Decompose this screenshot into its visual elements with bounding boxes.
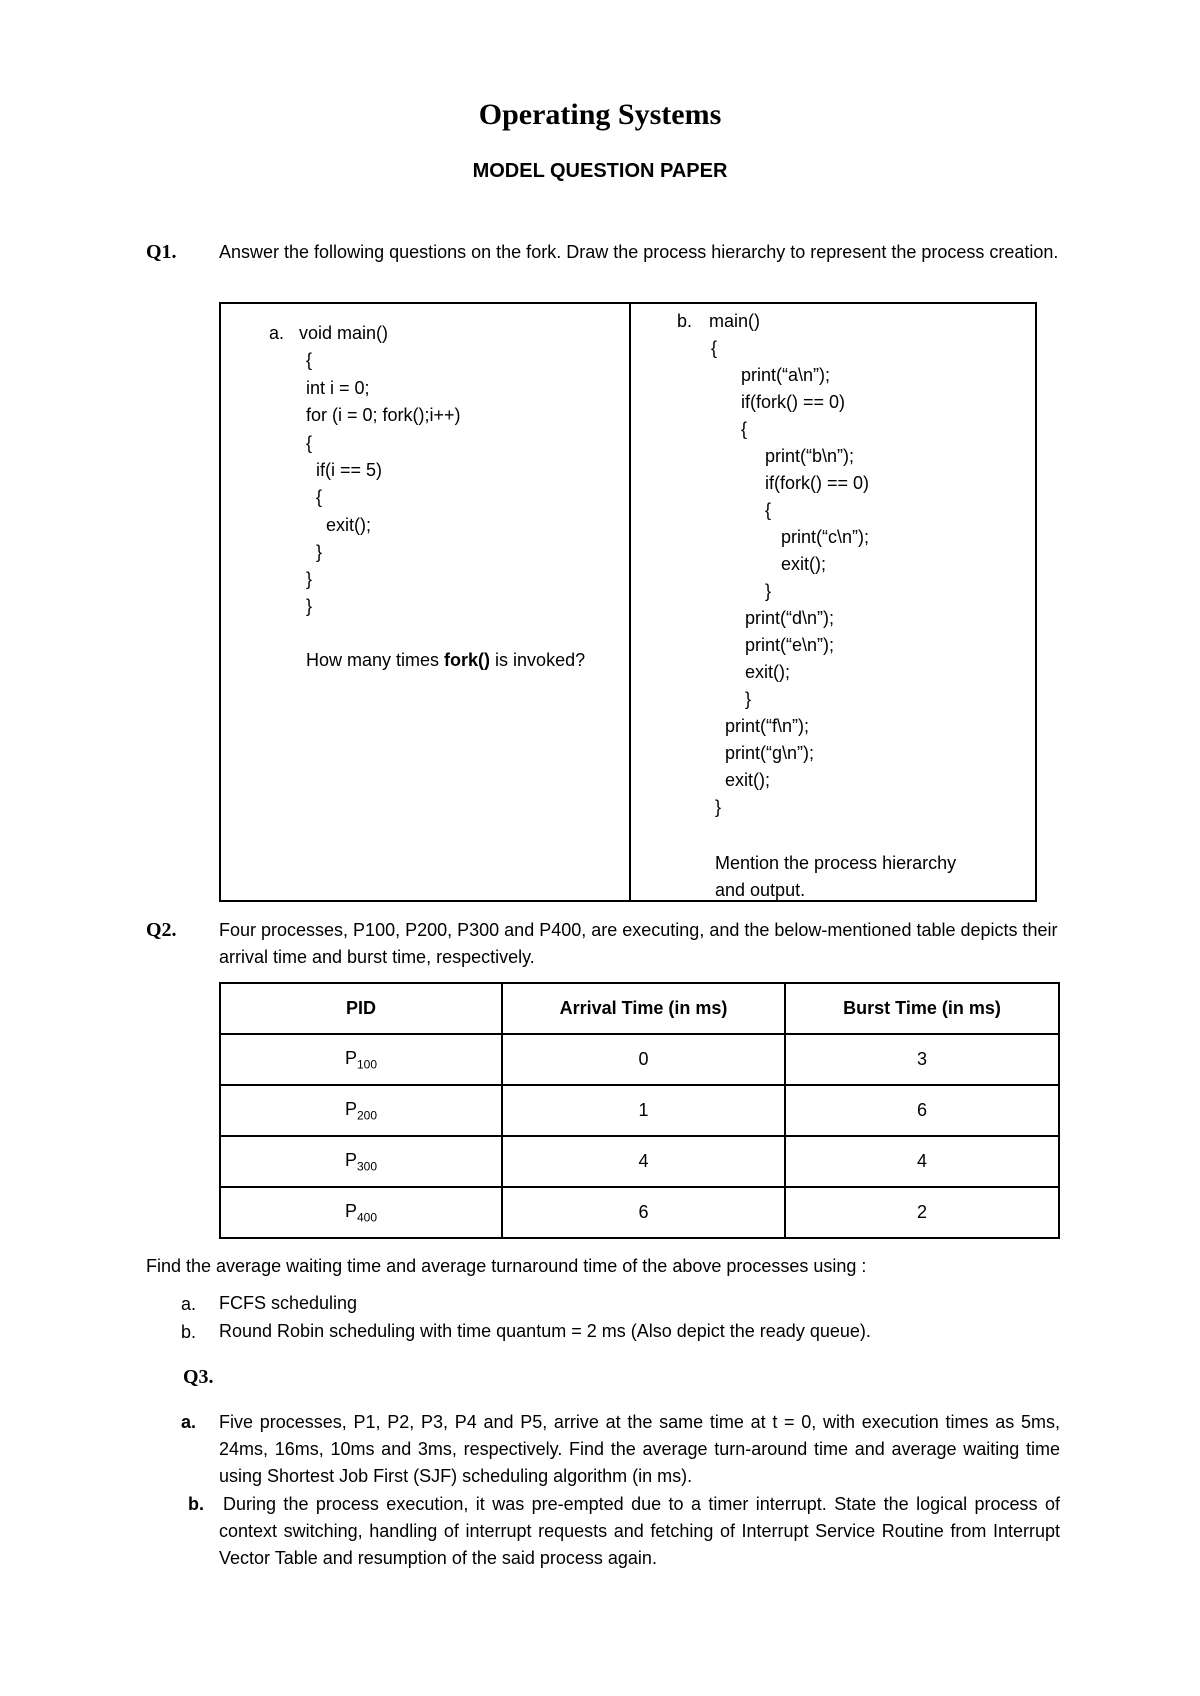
q1b-code-line: exit(); (745, 662, 790, 682)
q1b-code-line: exit(); (781, 554, 826, 574)
q1b-code-line: { (741, 419, 748, 439)
q2-item-text: Round Robin scheduling with time quantum = 2 ms (Also depict the ready queue). (219, 1321, 871, 1341)
q3-label: Q3. (183, 1366, 214, 1388)
q1a-code-line: int i = 0; (306, 378, 370, 398)
table-cell-burst: 2 (785, 1187, 1059, 1238)
q3-item-text: Five processes, P1, P2, P3, P4 and P5, arrive at the same time at t = 0, with execution times as 5ms, 24ms, 16ms, 10ms and 3ms, respectively. Find the average turn-around time and average waiting time using Shortest Job First (SJF) scheduling algorithm (in ms). (219, 1412, 1060, 1486)
table-row (220, 1136, 1059, 1187)
q1a-code-line: } (306, 542, 323, 562)
q2-label: Q2. (146, 919, 177, 941)
q1b-question-line: and output. (715, 880, 806, 900)
q1-label: Q1. (146, 241, 177, 263)
document-subtitle: MODEL QUESTION PAPER (472, 160, 728, 182)
q1b-code-line: if(fork() == 0) (765, 473, 870, 493)
table-cell-pid: $P_{200}$ (220, 1085, 502, 1136)
q1b-question-line: Mention the process hierarchy (715, 853, 957, 873)
q1b-code-line: print(“c\n”); (781, 527, 870, 547)
table-cell-pid: $P_{300}$ (220, 1136, 502, 1187)
q2-item-marker: a. (181, 1294, 197, 1314)
q1a-code-line: { (306, 487, 323, 507)
q3-item-marker: b. (188, 1494, 204, 1514)
q1b-code-line: print(“e\n”); (745, 635, 835, 655)
q2-text: Four processes, P100, P200, P300 and P400, are executing, and the below-mentioned table depicts their arrival time and burst time, respectively. (219, 920, 1058, 967)
document-title: Operating Systems (478, 98, 722, 131)
q1b-code-line: print(“a\n”); (741, 365, 831, 385)
q1-code-box (219, 302, 1037, 902)
q1b-code-line: print(“d\n”); (745, 608, 835, 628)
q1b-code-line: { (765, 500, 772, 520)
q1a-marker: a. (269, 323, 285, 343)
table-header-cell: Burst Time (in ms) (785, 983, 1059, 1034)
q1b-code-line: } (715, 797, 722, 817)
q1a-code-line: exit(); (306, 515, 372, 535)
q1b-code-line: print(“b\n”); (765, 446, 855, 466)
q2-instruction: Find the average waiting time and average turnaround time of the above processes using : (146, 1256, 867, 1276)
q1a-code-line: { (306, 350, 313, 370)
q1a-code-line: } (306, 569, 313, 589)
q1a-code-line: for (i = 0; fork();i++) (306, 405, 461, 425)
q1b-code-line: } (745, 689, 752, 709)
q1a-code-line: void main() (299, 323, 389, 343)
code-box-divider (629, 304, 631, 900)
q1a-code-line: } (306, 596, 313, 616)
table-header-row (220, 983, 1059, 1034)
q1b-code-line: print(“f\n”); (725, 716, 810, 736)
table-cell-arrival: 6 (502, 1187, 785, 1238)
q1b-marker: b. (677, 311, 693, 331)
q1b-code-line: main() (709, 311, 761, 331)
q2-item-marker: b. (181, 1322, 197, 1342)
q1b-code-line: exit(); (725, 770, 770, 790)
table-row (220, 1187, 1059, 1238)
q1b-code-line: print(“g\n”); (725, 743, 815, 763)
q3-item-text: During the process execution, it was pre-empted due to a timer interrupt. State the logical process of context switching, handling of interrupt requests and fetching of Interrupt Service Routine from Interrupt Vector Table and resumption of the said process again. (219, 1494, 1060, 1568)
table-cell-burst: 3 (785, 1034, 1059, 1085)
table-cell-burst: 6 (785, 1085, 1059, 1136)
q1b-code-line: { (711, 338, 718, 358)
table-cell-pid: $P_{100}$ (220, 1034, 502, 1085)
q1b-code-line: if(fork() == 0) (741, 392, 846, 412)
q1a-code-line: { (306, 433, 313, 453)
table-cell-pid: $P_{400}$ (220, 1187, 502, 1238)
q2-item-text: FCFS scheduling (219, 1293, 358, 1313)
table-cell-arrival: 1 (502, 1085, 785, 1136)
table-cell-arrival: 0 (502, 1034, 785, 1085)
q1a-question: How many times fork() is invoked? (306, 650, 586, 670)
table-header-cell: PID (220, 983, 502, 1034)
process-table (219, 982, 1060, 1239)
table-row (220, 1034, 1059, 1085)
q3-item-marker: a. (181, 1412, 197, 1432)
q1a-code-line: if(i == 5) (306, 460, 383, 480)
table-row (220, 1085, 1059, 1136)
q1-text: Answer the following questions on the fork. Draw the process hierarchy to represent the process creation. (219, 242, 1059, 262)
q1b-code-line: } (765, 581, 772, 601)
table-header-cell: Arrival Time (in ms) (502, 983, 785, 1034)
table-cell-arrival: 4 (502, 1136, 785, 1187)
table-cell-burst: 4 (785, 1136, 1059, 1187)
